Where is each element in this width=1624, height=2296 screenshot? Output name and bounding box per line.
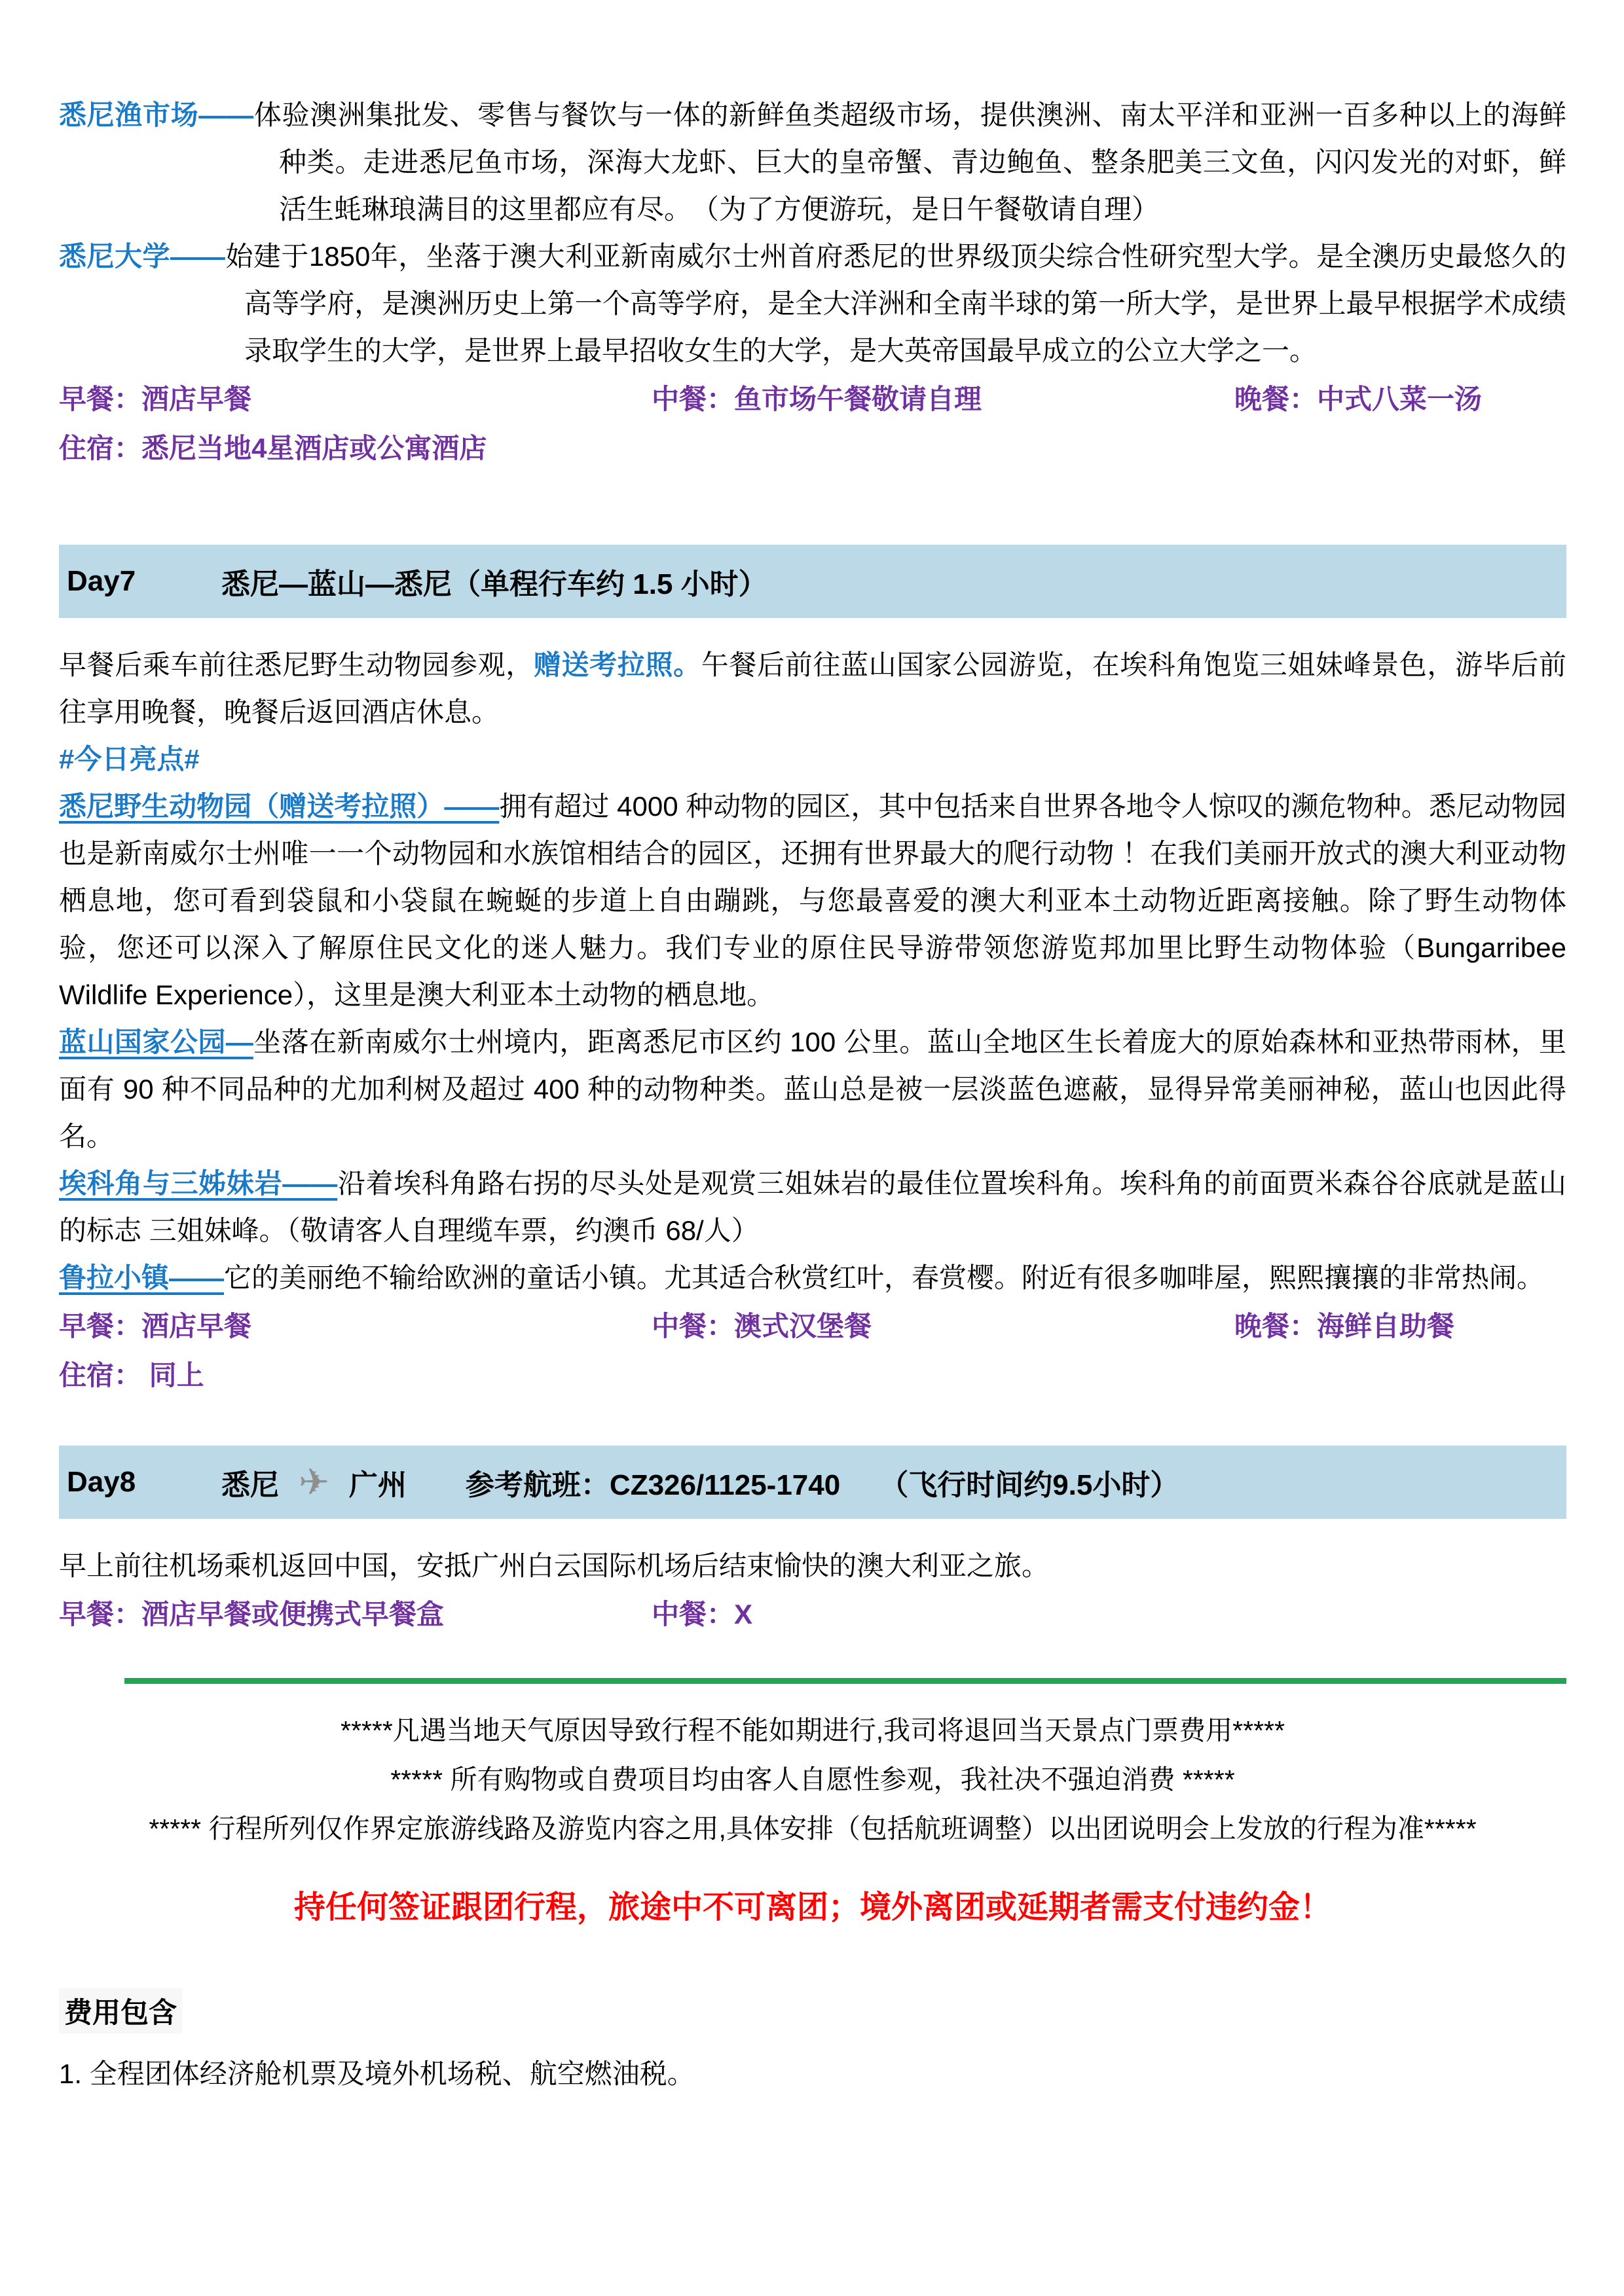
notice-shopping: ***** 所有购物或自费项目均由客人自愿性参观，我社决不强迫消费 ***** [390,1764,1235,1795]
day8-lunch-label: 中餐：X [652,1599,753,1630]
cost-section-title: 费用包含 [59,1988,182,2033]
fish-market-text: 体验澳洲集批发、零售与餐饮与一体的新鲜鱼类超级市场，提供澳洲、南太平洋和亚洲一百多种以上的海鲜种类。走进悉尼鱼市场，深海大龙虾、巨大的皇帝蟹、青边鲍鱼、整条肥美三文鱼，闪闪发光的对虾，鲜活生蚝琳琅满目的这里都应有尽。 （为了方便游玩，是日午餐敬请自理） [253,100,1566,225]
wildlife-park-text: 拥有超过 4000 种动物的园区，其中包括来自世界各地令人惊叹的濒危物种。悉尼动物园也是新南威尔士州唯一一个动物园和水族馆相结合的园区，还拥有世界最大的爬行动物 ！在我们美丽开放式的澳大利亚动物栖息地，您可看到袋鼠和小袋鼠在蜿蜒的步道上自由蹦跳，与您最喜爱的澳大利亚本土动物近距离接触。除了野生动物体验，您还可以深入了解原住民文化的迷人魅力。我们专业的原住民导游带领您游览邦加里比野生动物体验（Bungarribee Wildlife Experience），这里是澳大利亚本土动物的栖息地。 [59,791,1566,1010]
wildlife-park-term: 悉尼野生动物园（赠送考拉照）—— [59,791,500,822]
day8-label: Day8 [67,1466,136,1498]
notice-weather: *****凡遇当地天气原因导致行程不能如期进行,我司将退回当天景点门票费用***** [341,1715,1285,1745]
blue-mountains-term: 蓝山国家公园— [59,1027,253,1057]
lunch-label: 中餐：鱼市场午餐敬请自理 [652,384,982,414]
day8-from-city: 悉尼 [221,1469,279,1501]
sydney-university-term: 悉尼大学—— [59,241,225,272]
day7-intro [59,642,1566,736]
echo-point-text: 沿着埃科角路右拐的尽头处是观赏三姐妹岩的最佳位置埃科角。埃科角的前面贾米森谷谷底就是蓝山的标志 三姐妹峰。（敬请客人自理缆车票，约澳币 68/人） [59,1168,1566,1246]
paragraph-echo-point [59,1160,1566,1254]
day8-flight-duration: （飞行时间约9.5小时） [879,1469,1179,1501]
day7-label: Day7 [67,565,136,597]
day7-intro-highlight: 赠送考拉照。 [533,649,701,680]
echo-point-term: 埃科角与三姊妹岩—— [59,1168,338,1199]
cost-item-1: 1. 全程团体经济舱机票及境外机场税、航空燃油税。 [59,2058,695,2089]
day8-flight-info: 参考航班：CZ326/1125-1740 [465,1469,841,1501]
paragraph-leura-town [59,1254,1566,1302]
visa-warning-text: 持任何签证跟团行程，旅途中不可离团；境外离团或延期者需支付违约金！ [293,1890,1331,1925]
notice-schedule: ***** 行程所列仅作界定旅游线路及游览内容之用,具体安排（包括航班调整）以出团说明会上发放的行程为准***** [149,1813,1477,1844]
fish-market-term: 悉尼渔市场—— [59,100,254,130]
day8-header-bar [59,1446,1566,1519]
stay-row-top: 住宿：悉尼当地4星酒店或公寓酒店 [59,433,487,464]
day7-intro-pre: 早餐后乘车前往悉尼野生动物园参观， [59,649,534,680]
meals-row-day8 [59,1590,1566,1639]
leura-town-text: 它的美丽绝不输给欧洲的童话小镇。尤其适合秋赏红叶，春赏樱。附近有很多咖啡屋，熙熙攘攘的非常热闹。 [224,1262,1545,1293]
day8-breakfast-label: 早餐：酒店早餐或便携式早餐盒 [59,1599,445,1630]
paragraph-sydney-university [59,233,1566,374]
airplane-icon: ✈ [299,1461,329,1503]
leura-town-term: 鲁拉小镇—— [59,1262,225,1293]
day7-title: 悉尼—蓝山—悉尼（单程行车约 1.5 小时） [221,568,767,600]
today-highlight-tag [59,736,1566,783]
paragraph-fish-market [59,92,1566,233]
meals-row-day7 [59,1302,1566,1351]
top-margin [59,0,1566,92]
page-content [59,0,1566,2098]
stay-row-day7: 住宿： 同上 [59,1360,204,1391]
green-divider [124,1678,1566,1684]
blue-mountains-text: 坐落在新南威尔士州境内，距离悉尼市区约 100 公里。蓝山全地区生长着庞大的原始森林和亚热带雨林，里面有 90 种不同品种的尤加利树及超过 400 种的动物种类。蓝山总是被一层淡蓝色遮蔽，显得异常美丽神秘，蓝山也因此得名。 [59,1027,1566,1152]
meals-row-top [59,374,1566,424]
day7-lunch-label: 中餐：澳式汉堡餐 [652,1311,872,1341]
day8-body: 早上前往机场乘机返回中国，安抵广州白云国际机场后结束愉快的澳大利亚之旅。 [59,1550,1050,1581]
day8-to-city: 广州 [348,1469,407,1501]
day7-header-bar [59,545,1566,618]
sydney-university-text: 始建于1850年，坐落于澳大利亚新南威尔士州首府悉尼的世界级顶尖综合性研究型大学。是全澳历史最悠久的高等学府，是澳洲历史上第一个高等学府，是全大洋洲和全南半球的第一所大学，是世界上最早根据学术成绩录取学生的大学，是世界上最早招收女生的大学，是大英帝国最早成立的公立大学之一。 [225,241,1566,366]
breakfast-label: 早餐：酒店早餐 [59,384,252,414]
paragraph-wildlife-park [59,783,1566,1019]
day8-meals-spacer [1234,1590,1566,1639]
paragraph-blue-mountains [59,1019,1566,1160]
today-highlight-text: #今日亮点# [59,744,200,774]
dinner-label: 晚餐：中式八菜一汤 [1234,384,1483,414]
day7-dinner-label: 晚餐：海鲜自助餐 [1234,1311,1455,1341]
day7-breakfast-label: 早餐：酒店早餐 [59,1311,252,1341]
cost-section [59,1928,1566,2098]
day7-intro-post: 午餐后前往蓝山国家公园游览，在埃科角饱览三姐妹峰景色，游毕后前往享用晚餐，晚餐后返回酒店休息。 [59,649,1566,727]
